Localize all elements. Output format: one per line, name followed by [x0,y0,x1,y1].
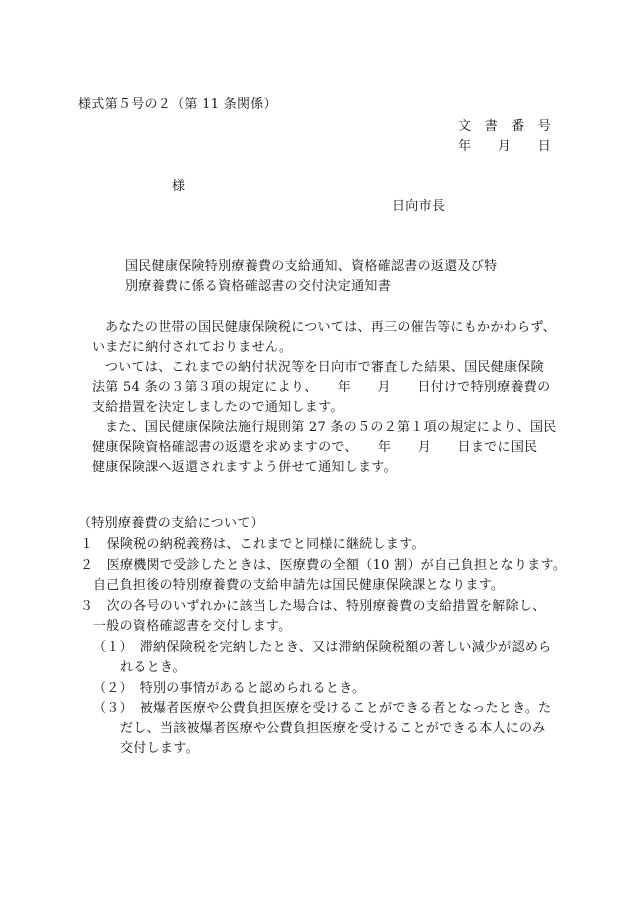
body-paragraph-3-line-1: また、国民健康保険法施行規則第 27 条の５の２第１項の規定により、国民 [105,420,557,435]
note-2-line-2: 自己負担後の特別療養費の支給申請先は国民健康保険課となります。 [93,578,505,593]
sub-item-3-line-2: だし、当該被爆者医療や公費負担医療を受けることができる本人にのみ [120,721,546,736]
sub-item-1-line-1: （１） 滞納保険税を完納したとき、又は滞納保険税額の著しい減少が認めら [93,640,552,655]
sender-name: 日向市長 [392,199,446,214]
sub-item-3-line-1: （３） 被爆者医療や公費負担医療を受けることができる者となったとき。た [93,701,552,716]
body-paragraph-3-line-2: 健康保険資格確認書の返還を求めますので、 年 月 日までに国民 [92,440,538,455]
body-paragraph-2-line-2: 法第 54 条の３第３項の規定により、 年 月 日付けで特別療養費の [92,380,551,395]
note-3-line-2: 一般の資格確認書を交付します。 [93,619,292,634]
sub-item-2-line-1: （２） 特別の事情があると認められるとき。 [93,681,366,696]
body-paragraph-2-line-3: 支給措置を決定しましたので通知します。 [92,400,344,415]
notice-title-line-1: 国民健康保険特別療養費の支給通知、資格確認書の返還及び特 [125,259,498,274]
date-label: 年 月 日 [458,139,552,154]
note-2-line-1: ２ 医療機関で受診したときは、医療費の全額（10 割）が自己負担となります。 [80,558,567,573]
body-paragraph-2-line-1: ついては、これまでの納付状況等を日向市で審査した結果、国民健康保険 [105,360,544,375]
body-paragraph-1-line-2: いまだに納付されておりません。 [92,340,293,355]
document-number-label: 文 書 番 号 [458,119,552,134]
sub-item-3-line-3: 交付します。 [120,741,199,756]
notes-heading: （特別療養費の支給について） [78,516,264,531]
sub-item-1-line-2: れるとき。 [120,660,186,675]
body-paragraph-3-line-3: 健康保険課へ返還されますよう併せて通知します。 [92,460,397,475]
note-1: １ 保険税の納税義務は、これまでと同様に継続します。 [80,537,425,552]
addressee-suffix: 様 [172,179,186,194]
note-3-line-1: ３ 次の各号のいずれかに該当した場合は、特別療養費の支給措置を解除し、 [80,599,546,614]
form-number: 様式第５号の２（第 11 条関係） [78,97,277,112]
body-paragraph-1-line-1: あなたの世帯の国民健康保険税については、再三の催告等にもかかわらず、 [105,320,556,335]
notice-title-line-2: 別療養費に係る資格確認書の交付決定通知書 [125,279,392,294]
